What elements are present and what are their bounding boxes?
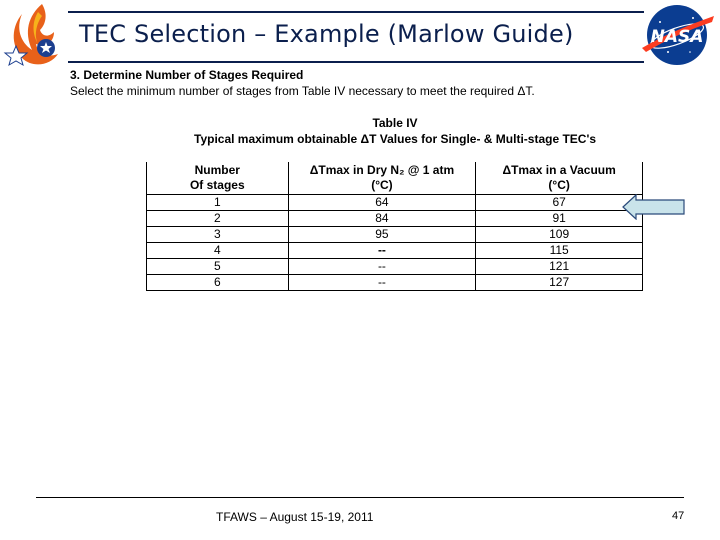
table-caption: Table IV xyxy=(372,116,418,130)
slide-title: TEC Selection – Example (Marlow Guide) xyxy=(79,20,574,48)
header-dtmax-dry-n2 xyxy=(288,162,476,195)
page-number: 47 xyxy=(672,510,685,522)
header-number-of-stages xyxy=(147,162,289,195)
cell-stages: 5 xyxy=(147,259,289,275)
cell-stages: 3 xyxy=(147,227,289,243)
table-row xyxy=(147,243,643,259)
cell-dry-n2: 95 xyxy=(288,227,476,243)
nasa-meatball-logo-icon xyxy=(638,2,716,68)
left-arrow-icon xyxy=(622,194,686,220)
header-dtmax-vacuum xyxy=(476,162,643,195)
header-col3-line1: ΔTmax in a Vacuum xyxy=(502,163,616,177)
cell-dry-n2: 84 xyxy=(288,211,476,227)
table-row xyxy=(147,195,643,211)
table-row xyxy=(147,211,643,227)
table-header-row xyxy=(147,162,643,195)
step-heading: 3. Determine Number of Stages Required xyxy=(70,68,304,82)
cell-stages: 1 xyxy=(147,195,289,211)
stages-table xyxy=(146,162,643,291)
step-text: Select the minimum number of stages from Table IV necessary to meet the required ΔT. xyxy=(70,84,535,98)
cell-vacuum: 109 xyxy=(476,227,643,243)
cell-stages: 6 xyxy=(147,275,289,291)
cell-vacuum: 115 xyxy=(476,243,643,259)
footer-text: TFAWS – August 15-19, 2011 xyxy=(216,510,374,524)
header-col1-line2: Of stages xyxy=(189,178,245,192)
cell-vacuum: 67 xyxy=(476,195,643,211)
header-col2-line2: (°C) xyxy=(371,178,393,192)
cell-stages: 4 xyxy=(147,243,289,259)
table-subcaption: Typical maximum obtainable ΔT Values for Single- & Multi-stage TEC's xyxy=(194,132,596,146)
cell-vacuum: 121 xyxy=(476,259,643,275)
cell-stages: 2 xyxy=(147,211,289,227)
header-col1-line1: Number xyxy=(194,163,240,177)
cell-vacuum: 127 xyxy=(476,275,643,291)
header-col3-line2: (°C) xyxy=(548,178,570,192)
footer-divider xyxy=(36,497,684,498)
cell-dry-n2: -- xyxy=(288,275,476,291)
table-row xyxy=(147,227,643,243)
cell-dry-n2: -- xyxy=(288,259,476,275)
cell-dry-n2: 64 xyxy=(288,195,476,211)
table-row xyxy=(147,259,643,275)
nasa-logo-text: NASA xyxy=(650,27,704,47)
header-col2-line1: ΔTmax in Dry N₂ @ 1 atm xyxy=(309,163,455,177)
cell-vacuum: 91 xyxy=(476,211,643,227)
cell-dry-n2: -- xyxy=(288,243,476,259)
table-row xyxy=(147,275,643,291)
rocket-star-logo-icon xyxy=(2,2,72,70)
